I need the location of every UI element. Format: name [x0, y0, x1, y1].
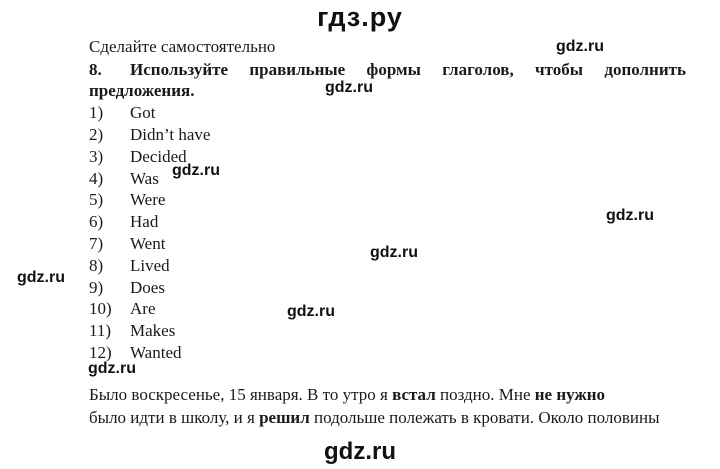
answer-word: Got — [130, 103, 156, 122]
answer-number: 7) — [89, 234, 104, 253]
answer-number: 5) — [89, 190, 104, 209]
story-text: поздно. Мне — [435, 385, 535, 404]
answer-number: 11) — [89, 321, 112, 340]
watermark: gdz.ru — [172, 162, 220, 179]
story-bold-verb: решил — [259, 408, 310, 427]
answer-word: Didn’t have — [130, 125, 211, 144]
answer-word: Decided — [130, 147, 187, 166]
watermark: gdz.ru — [606, 207, 654, 224]
story-text: было идти в школу, и я — [89, 408, 260, 427]
site-footer-label: gdz.ru — [324, 438, 396, 465]
answer-number: 12) — [89, 343, 112, 362]
story-paragraph-line2 — [89, 408, 660, 428]
story-text: подольше полежать в кровати. Около половины — [309, 408, 660, 427]
watermark: gdz.ru — [370, 244, 418, 261]
answer-number: 6) — [89, 212, 104, 231]
site-header-title: гдз.ру — [317, 2, 403, 32]
watermark: gdz.ru — [88, 360, 136, 377]
answer-word: Makes — [130, 321, 176, 340]
answer-word: Were — [130, 190, 166, 209]
story-text: Было воскресенье, 15 января. В то утро я — [89, 385, 393, 404]
answer-word: Went — [130, 234, 166, 253]
answer-number: 9) — [89, 278, 104, 297]
answer-word: Wanted — [130, 343, 182, 362]
answer-number: 4) — [89, 169, 104, 188]
story-bold-verb: не нужно — [534, 385, 606, 404]
task-instruction-line2: предложения. — [89, 81, 195, 100]
answer-word: Lived — [130, 256, 170, 275]
answer-number: 8) — [89, 256, 104, 275]
answer-number: 10) — [89, 299, 112, 318]
watermark: gdz.ru — [556, 38, 604, 55]
watermark: gdz.ru — [17, 269, 65, 286]
answer-word: Had — [130, 212, 159, 231]
story-paragraph-line1 — [89, 385, 605, 405]
answer-number: 1) — [89, 103, 104, 122]
intro-text: Сделайте самостоятельно — [89, 37, 276, 56]
task-instruction-line1: Используйте правильные формы глаголов, чтобы дополнить — [130, 60, 686, 79]
watermark: gdz.ru — [325, 79, 373, 96]
watermark: gdz.ru — [287, 303, 335, 320]
task-number: 8. — [89, 60, 102, 79]
answer-number: 2) — [89, 125, 104, 144]
answer-word: Does — [130, 278, 165, 297]
answer-number: 3) — [89, 147, 104, 166]
answer-word: Was — [130, 169, 159, 188]
story-bold-verb: встал — [392, 385, 436, 404]
answer-word: Are — [130, 299, 156, 318]
